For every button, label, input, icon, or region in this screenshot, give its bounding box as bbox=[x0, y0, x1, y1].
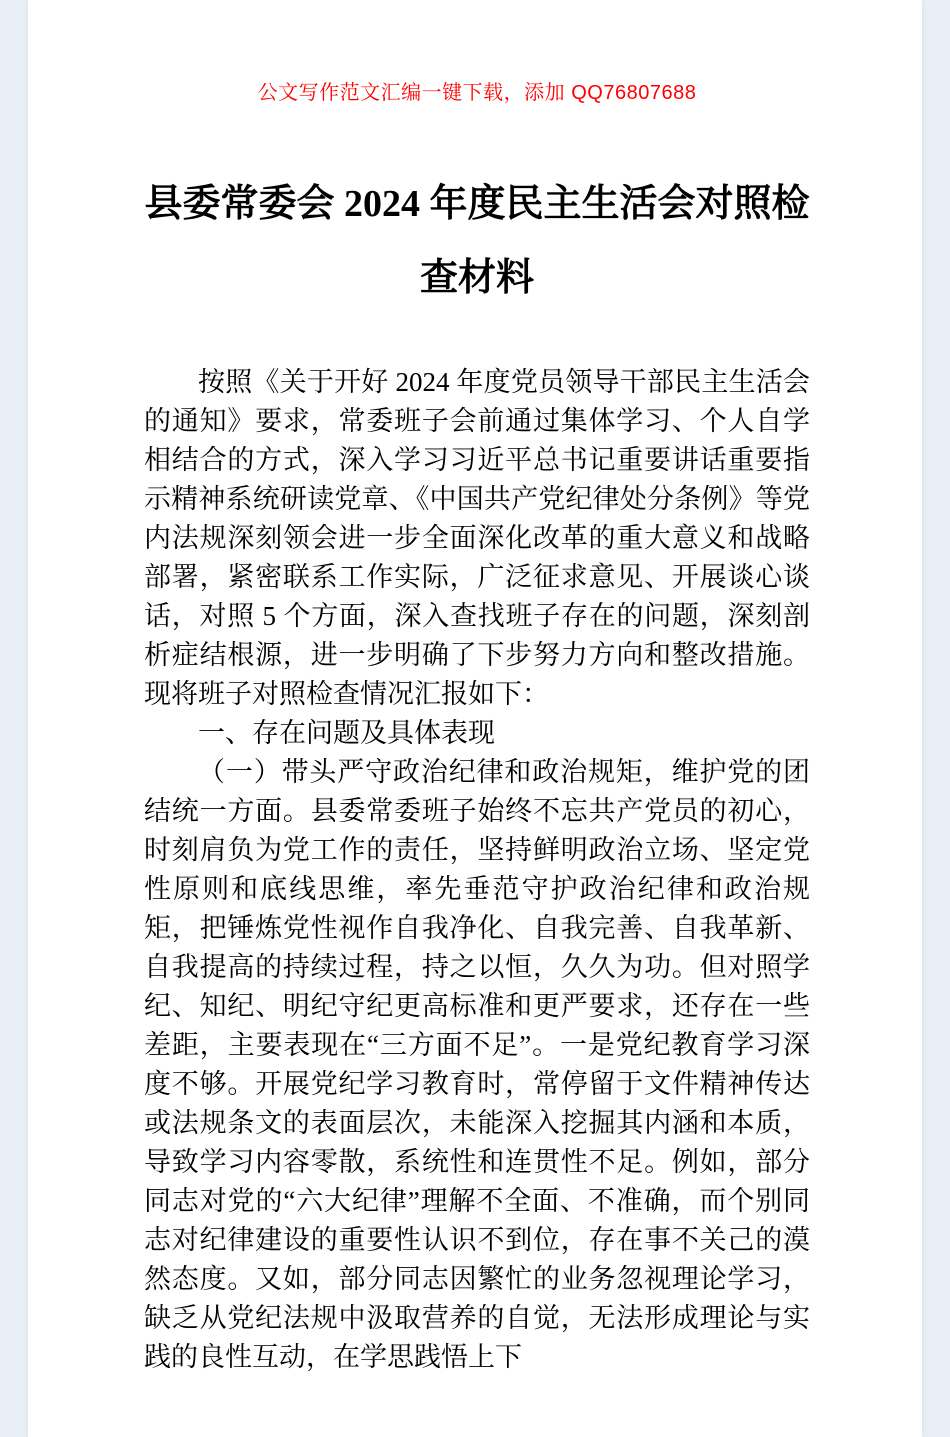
body-paragraph-section-1-1: （一）带头严守政治纪律和政治规矩，维护党的团结统一方面。县委常委班子始终不忘共产党员的初心，时刻肩负为党工作的责任，坚持鲜明政治立场、坚定党性原则和底线思维，率先垂范守护政治纪律和政治规矩，把锤炼党性视作自我净化、自我完善、自我革新、自我提高的持续过程，持之以恒，久久为功。但对照学纪、知纪、明纪守纪更高标准和更严要求，还存在一些差距，主要表现在“三方面不足”。一是党纪教育学习深度不够。开展党纪学习教育时，常停留于文件精神传达或法规条文的表面层次，未能深入挖掘其内涵和本质，导致学习内容零散，系统性和连贯性不足。例如，部分同志对党的“六大纪律”理解不全面、不准确，而个别同志对纪律建设的重要性认识不到位，存在事不关己的漠然态度。又如，部分同志因繁忙的业务忽视理论学习，缺乏从党纪法规中汲取营养的自觉，无法形成理论与实践的良性互动，在学思践悟上下 bbox=[144, 757, 810, 1373]
body-paragraph-intro: 按照《关于开好 2024 年度党员领导干部民主生活会的通知》要求，常委班子会前通过集体学习、个人自学相结合的方式，深入学习习近平总书记重要讲话重要指示精神系统研读党章、《中国共产党纪律处分条例》等党内法规深刻领会进一步全面深化改革的重大意义和战略部署，紧密联系工作实际，广泛征求意见、开展谈心谈话，对照 5 个方面，深入查找班子存在的问题，深刻剖析症结根源，进一步明确了下步努力方向和整改措施。现将班子对照检查情况汇报如下： bbox=[144, 367, 810, 710]
document-page bbox=[28, 0, 922, 1437]
document-body bbox=[144, 363, 810, 1377]
promo-banner-text: 公文写作范文汇编一键下载，添加 QQ76807688 bbox=[257, 82, 697, 104]
document-title: 县委常委会 2024 年度民主生活会对照检查材料 bbox=[144, 183, 810, 300]
section-heading-1: 一、存在问题及具体表现 bbox=[198, 718, 495, 749]
